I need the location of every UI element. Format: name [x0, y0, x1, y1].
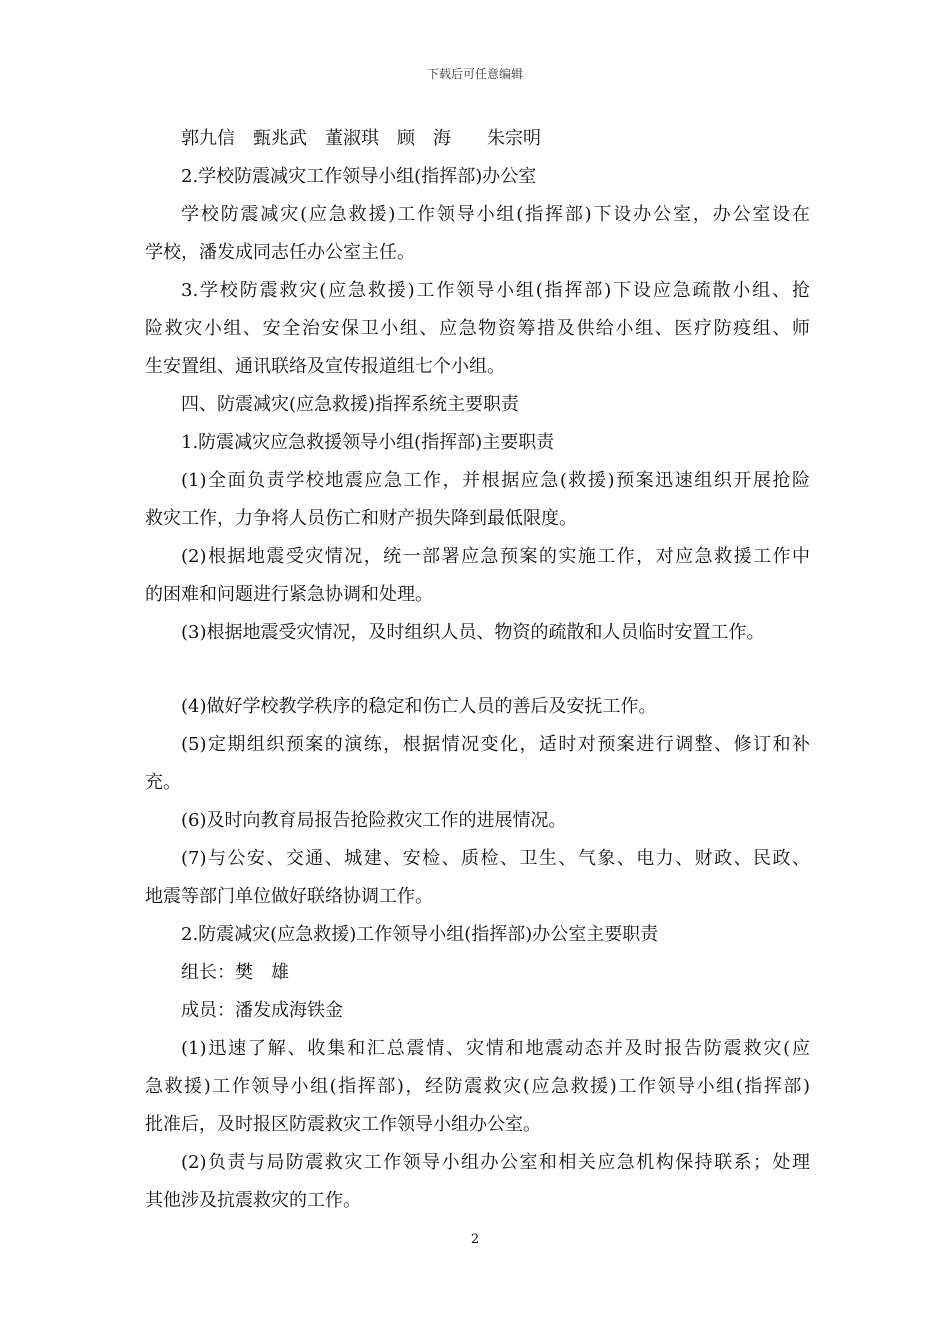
page-header-note: 下载后可任意编辑: [426, 67, 523, 81]
paragraph-line: (4)做好学校教学秩序的稳定和伤亡人员的善后及安抚工作。: [181, 696, 657, 717]
paragraph-line: (5)定期组织预案的演练，根据情况变化，适时对预案进行调整、修订和补: [181, 734, 810, 755]
section-heading: 1.防震减灾应急救援领导小组(指挥部)主要职责: [181, 432, 555, 453]
section-heading: 2.防震减灾(应急救援)工作领导小组(指挥部)办公室主要职责: [181, 924, 659, 945]
paragraph-line: (1)全面负责学校地震应急工作，并根据应急(救援)预案迅速组织开展抢险: [181, 470, 810, 491]
paragraph-line: (6)及时向教育局报告抢险救灾工作的进展情况。: [181, 810, 567, 831]
page-number: 2: [470, 1232, 480, 1247]
paragraph-line: 急救援)工作领导小组(指挥部)，经防震救灾(应急救援)工作领导小组(指挥部): [145, 1076, 810, 1097]
paragraph-line: (7)与公安、交通、城建、安检、质检、卫生、气象、电力、财政、民政、: [181, 848, 810, 869]
paragraph-line: 生安置组、通讯联络及宣传报道组七个小组。: [145, 356, 505, 377]
paragraph-line: (1)迅速了解、收集和汇总震情、灾情和地震动态并及时报告防震救灾(应: [181, 1038, 810, 1059]
paragraph-line: 险救灾小组、安全治安保卫小组、应急物资筹措及供给小组、医疗防疫组、师: [145, 318, 810, 339]
paragraph-line: 学校防震减灾(应急救援)工作领导小组(指挥部)下设办公室，办公室设在: [181, 204, 810, 225]
document-body: [145, 120, 810, 1220]
paragraph-line: 的困难和问题进行紧急协调和处理。: [145, 584, 433, 605]
section-heading: 2.学校防震减灾工作领导小组(指挥部)办公室: [181, 166, 537, 187]
paragraph-line: 其他涉及抗震救灾的工作。: [145, 1190, 361, 1211]
blank-gap: [145, 652, 810, 688]
paragraph-line: 3.学校防震救灾(应急救援)工作领导小组(指挥部)下设应急疏散小组、抢: [181, 280, 810, 301]
paragraph-line: 地震等部门单位做好联络协调工作。: [145, 886, 433, 907]
section-heading: 四、防震减灾(应急救援)指挥系统主要职责: [181, 394, 520, 415]
paragraph-line: 充。: [145, 772, 181, 793]
paragraph-line: 救灾工作，力争将人员伤亡和财产损失降到最低限度。: [145, 508, 577, 529]
paragraph-line: (2)负责与局防震救灾工作领导小组办公室和相关应急机构保持联系；处理: [181, 1152, 810, 1173]
paragraph-line: 学校，潘发成同志任办公室主任。: [145, 242, 415, 263]
paragraph-line: (2)根据地震受灾情况，统一部署应急预案的实施工作，对应急救援工作中: [181, 546, 810, 567]
group-leader-line: 组长：樊 雄: [181, 962, 289, 983]
group-members-line: 成员：潘发成海铁金: [181, 1000, 343, 1021]
member-names-line: 郭九信 甄兆武 董淑琪 顾 海 朱宗明: [181, 128, 541, 149]
paragraph-line: 批准后，及时报区防震救灾工作领导小组办公室。: [145, 1114, 541, 1135]
paragraph-line: (3)根据地震受灾情况，及时组织人员、物资的疏散和人员临时安置工作。: [181, 622, 765, 643]
